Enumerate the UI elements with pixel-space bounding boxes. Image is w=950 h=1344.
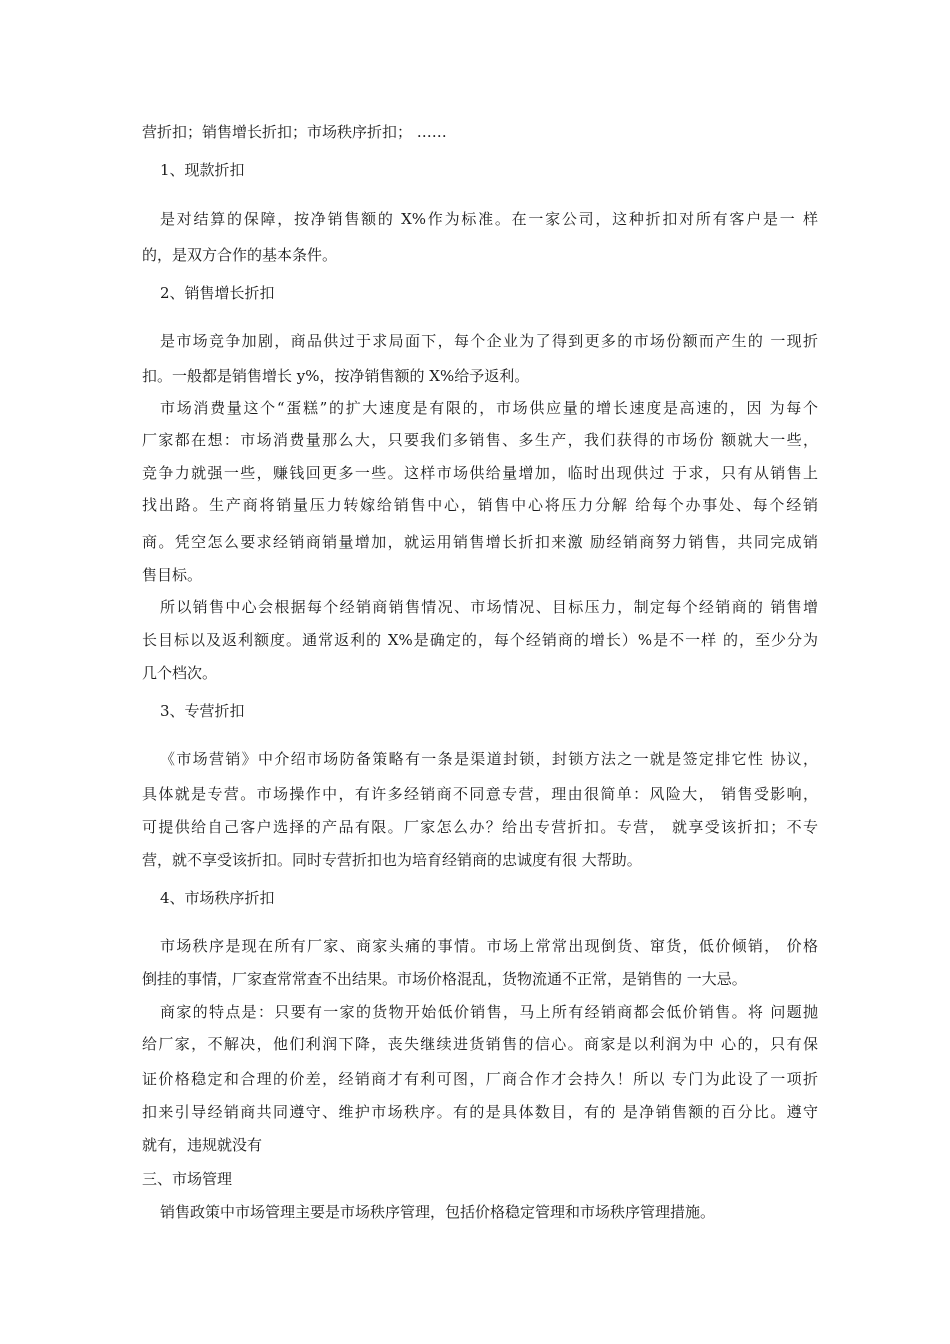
text-line: 营折扣；销售增长折扣；市场秩序折扣； ……: [142, 123, 447, 141]
text-line: 具体就是专营。市场操作中，有许多经销商不同意专营，理由很简单：风险大， 销售受影响，: [142, 785, 818, 803]
text-line: 市场消费量这个“蛋糕”的扩大速度是有限的，市场供应量的增长速度是高速的，因 为每个: [160, 399, 818, 417]
text-line: 商。凭空怎么要求经销商销量增加，就运用销售增长折扣来激 励经销商努力销售，共同完成销: [142, 533, 818, 551]
text-line: 证价格稳定和合理的价差，经销商才有利可图，厂商合作才会持久！所以 专门为此设了一项折: [142, 1070, 818, 1088]
section-heading: 三、市场管理: [142, 1170, 233, 1188]
text-line: 倒挂的事情，厂家查常常查不出结果。市场价格混乱，货物流通不正常，是销售的 一大忌。: [142, 970, 747, 988]
text-line: 给厂家，不解决，他们利润下降，丧失继续进货销售的信心。商家是以利润为中 心的，只有保: [142, 1035, 818, 1053]
text-line: 市场秩序是现在所有厂家、商家头痛的事情。市场上常常出现倒货、窜货，低价倾销， 价格: [160, 937, 818, 955]
text-line: 扣来引导经销商共同遵守、维护市场秩序。有的是具体数目，有的 是净销售额的百分比。遵守: [142, 1103, 818, 1121]
text-line: 的，是双方合作的基本条件。: [142, 246, 338, 264]
text-line: 找出路。生产商将销量压力转嫁给销售中心，销售中心将压力分解 给每个办事处、每个经销: [142, 496, 818, 514]
text-line: 《市场营销》中介绍市场防备策略有一条是渠道封锁，封锁方法之一就是签定排它性 协议，: [160, 750, 818, 768]
text-line: 销售政策中市场管理主要是市场秩序管理，包括价格稳定管理和市场秩序管理措施。: [160, 1203, 716, 1221]
section-heading: 1、现款折扣: [160, 161, 245, 179]
text-line: 营，就不享受该折扣。同时专营折扣也为培育经销商的忠诚度有很 大帮助。: [142, 851, 642, 869]
text-line: 竞争力就强一些，赚钱回更多一些。这样市场供给量增加，临时出现供过 于求，只有从销售上: [142, 464, 818, 482]
text-line: 扣。一般都是销售增长 y%，按净销售额的 X%给予返利。: [142, 367, 530, 385]
section-heading: 4、市场秩序折扣: [160, 889, 275, 907]
text-line: 所以销售中心会根据每个经销商销售情况、市场情况、目标压力，制定每个经销商的 销售增: [160, 598, 818, 616]
section-heading: 2、销售增长折扣: [160, 284, 275, 302]
text-line: 厂家都在想：市场消费量那么大，只要我们多销售、多生产，我们获得的市场份 额就大一些，: [142, 431, 818, 449]
text-line: 是市场竞争加剧，商品供过于求局面下，每个企业为了得到更多的市场份额而产生的 一现折: [160, 332, 818, 350]
text-line: 是对结算的保障，按净销售额的 X%作为标准。在一家公司，这种折扣对所有客户是一 样: [160, 210, 818, 228]
text-line: 长目标以及返利额度。通常返利的 X%是确定的，每个经销商的增长）%是不一样 的，至少分为: [142, 631, 818, 649]
section-heading: 3、专营折扣: [160, 702, 245, 720]
text-line: 售目标。: [142, 566, 203, 584]
text-line: 几个档次。: [142, 664, 218, 682]
text-line: 就有，违规就没有: [142, 1136, 263, 1154]
text-line: 可提供给自己客户选择的产品有限。厂家怎么办？给出专营折扣。专营， 就享受该折扣；不专: [142, 818, 818, 836]
text-line: 商家的特点是：只要有一家的货物开始低价销售，马上所有经销商都会低价销售。将 问题抛: [160, 1003, 818, 1021]
